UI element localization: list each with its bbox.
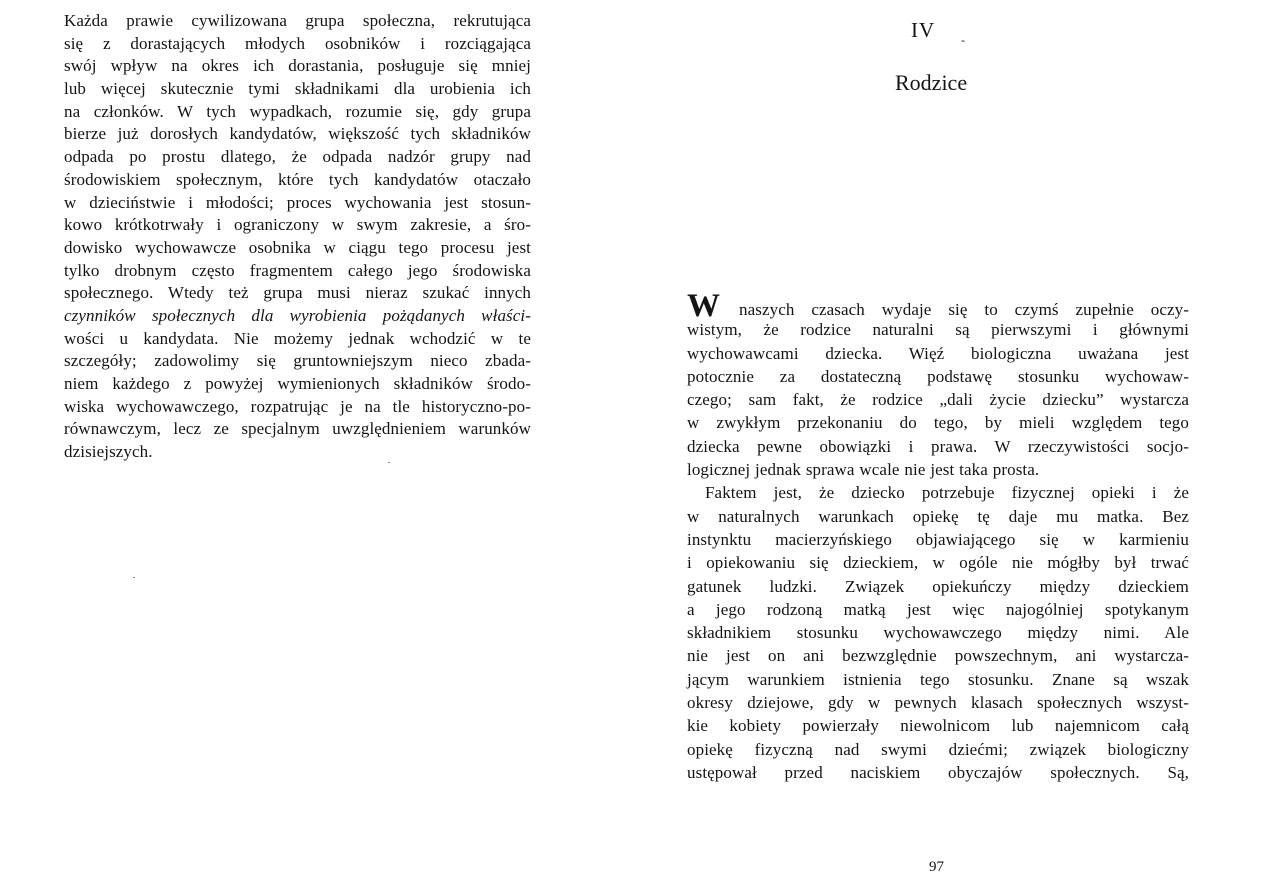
text-line: składnikiem stosunku wychowawczego między nimi. Ale [687, 623, 1189, 643]
text-line: dzisiejszych. [64, 442, 153, 462]
text-line: w dzieciństwie i młodości; proces wychowania jest stosun- [64, 192, 531, 212]
text-line: kie kobiety powierzały niewolnicom lub najemnicom całą [687, 716, 1189, 736]
first-line [687, 288, 1189, 324]
text-line: szczegóły; zadowolimy się gruntowniejszym nieco zbada- [64, 351, 531, 371]
left-page-text [64, 10, 531, 464]
text-line: bierze już dorosłych kandydatów, większość tych składników [64, 124, 531, 144]
text-line: w zwykłym przekonaniu do tego, by mieli względem tego [687, 413, 1189, 433]
text-line: się z dorastających młodych osobników i rozciągająca [64, 33, 531, 53]
chapter-number: IV [911, 18, 936, 42]
text-line: okresy dziejowe, gdy w pewnych klasach społecznych wszyst- [687, 693, 1189, 713]
drop-cap: W [687, 288, 721, 324]
first-line-text: naszych czasach wydaje się to czymś zupełnie oczy- [739, 300, 1189, 319]
text-line: wychowawcami dziecka. Więź biologiczna uważana jest [687, 343, 1189, 363]
text-line: środowiskiem społecznym, które tych kandydatów otaczało [64, 169, 531, 189]
chapter-mark: - [961, 33, 965, 47]
text-line: Każda prawie cywilizowana grupa społeczna, rekrutująca [64, 11, 531, 30]
scan-speck [133, 577, 135, 578]
text-line: instynktu macierzyńskiego objawiającego się w karmieniu [687, 529, 1189, 549]
text-line: niem każdego z powyżej wymienionych składników środo- [64, 374, 531, 393]
text-line: nie jest on ani bezwzględnie powszechnym, ani wystarcza- [687, 646, 1189, 666]
left-page [0, 0, 631, 893]
text-line: dziecka pewne obowiązki i prawa. W rzeczywistości socjo- [687, 436, 1189, 456]
text-line: wistym, że rodzice naturalni są pierwszymi i głównymi [687, 320, 1189, 340]
text-line: potocznie za dostateczną podstawę stosunku wychowaw- [687, 366, 1189, 386]
text-line: swój wpływ na okres ich dorastania, posługuje się mniej [64, 56, 531, 76]
page-number: 97 [929, 859, 944, 875]
text-line: gatunek ludzki. Związek opiekuńczy między dzieckiem [687, 576, 1189, 596]
text-line: ustępował przed naciskiem obyczajów społecznych. Są, [687, 762, 1189, 782]
text-line: opiekę fizyczną nad swymi dziećmi; związek biologiczny [687, 739, 1189, 759]
text-line: odpada po prostu dlatego, że odpada nadzór grupy nad [64, 147, 531, 167]
right-page [631, 0, 1263, 893]
text-line: kowo krótkotrwały i ograniczony w swym zakresie, a śro- [64, 215, 531, 235]
right-page-text [687, 288, 1189, 785]
text-line: równawczym, lecz ze specjalnym uwzględnieniem warunków [64, 419, 531, 439]
text-line: dowisko wychowawcze osobnika w ciągu tego procesu jest [64, 237, 531, 257]
text-line: i opiekowaniu się dzieckiem, w ogóle nie mógłby był trwać [687, 553, 1189, 573]
chapter-title: Rodzice [895, 70, 968, 95]
text-line: tylko drobnym często fragmentem całego jego środowiska [64, 260, 531, 280]
text-line: wiska wychowawczego, rozpatrując je na tle historyczno-po- [64, 396, 531, 416]
text-line: czego; sam fakt, że rodzice „dali życie dziecku” wystarcza [687, 390, 1189, 410]
text-line: społecznego. Wtedy też grupa musi nieraz szukać innych [64, 283, 531, 303]
text-line: Faktem jest, że dziecko potrzebuje fizycznej opieki i że [705, 483, 1189, 503]
text-line: jącym warunkiem istnienia tego stosunku. Znane są wszak [687, 669, 1189, 689]
text-line: wości u kandydata. Nie możemy jednak wchodzić w te [64, 328, 531, 348]
text-line: na członków. W tych wypadkach, rozumie się, gdy grupa [64, 101, 531, 121]
scan-speck [388, 462, 390, 463]
text-line: lub więcej skutecznie tymi składnikami dla urobienia ich [64, 79, 531, 99]
text-line: w naturalnych warunkach opiekę tę daje mu matka. Bez [687, 506, 1189, 526]
text-line: a jego rodzoną matką jest więc najogólniej spotykanym [687, 599, 1189, 619]
text-line: logicznej jednak sprawa wcale nie jest taka prosta. [687, 460, 1040, 480]
text-line: czynników społecznych dla wyrobienia pożądanych właści- [64, 305, 531, 325]
